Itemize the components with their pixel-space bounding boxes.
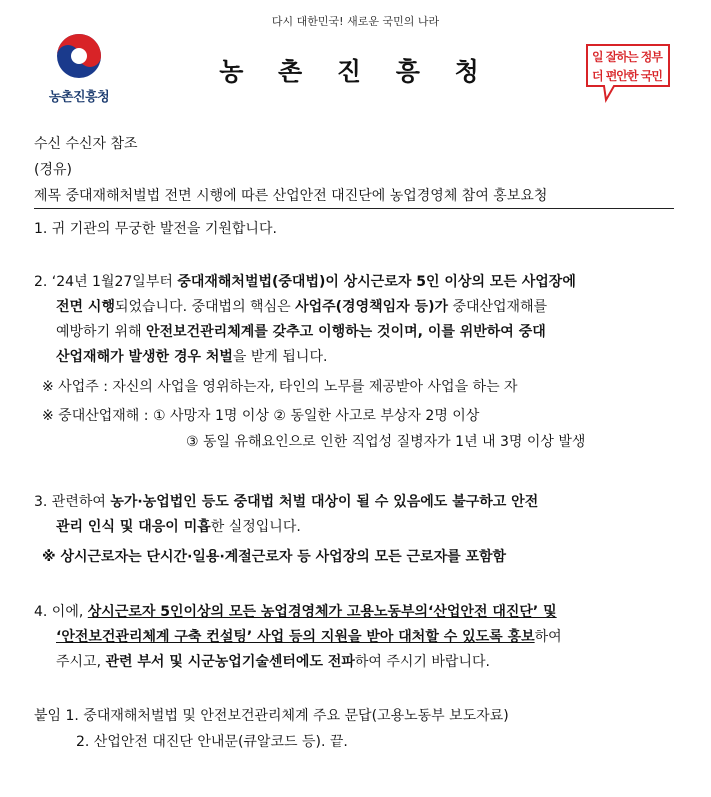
paragraph-2-line-2 — [56, 296, 547, 316]
bold-underlined-span: ‘안전보건관리체계 구축 컨설팅’ 사업 등의 지원을 받아 대처할 수 있도록 홍보 — [56, 629, 535, 645]
bold-span: 전면 시행 — [56, 299, 115, 315]
bold-underlined-span: 상시근로자 5인이상의 모든 농업경영체가 고용노동부의‘산업안전 대진단’ 및 — [87, 604, 557, 620]
paragraph-2-line-3 — [56, 321, 546, 341]
agency-title: 농 촌 진 흥 청 — [219, 57, 492, 86]
text-span: 3. 관련하여 — [34, 494, 111, 510]
attachment-2: 2. 산업안전 대진단 안내문(큐알코드 등). 끝. — [76, 734, 348, 750]
text-span: 을 받게 됩니다. — [232, 349, 328, 365]
text-span: 주시고, — [56, 654, 106, 670]
badge-line-2: 더 편안한 국민 — [592, 69, 662, 83]
attachment-1: 붙임 1. 중대재해처벌법 및 안전보건관리체계 주요 문답(고용노동부 보도자료) — [34, 708, 509, 724]
text-span: 4. 이에, — [34, 604, 88, 620]
paragraph-3-line-2 — [56, 516, 301, 536]
logo-text: 농촌진흥청 — [48, 90, 110, 105]
paragraph-4-line-2 — [56, 626, 562, 646]
bold-span: 관련 부서 및 시군농업기술센터에도 전파 — [105, 654, 355, 670]
text-span: 2. ‘24년 1월27일부터 — [34, 274, 178, 290]
text-span: 예방하기 위해 — [56, 324, 147, 340]
slogan: 다시 대한민국! 새로운 국민의 나라 — [271, 15, 440, 28]
badge-line-1: 일 잘하는 정부 — [592, 50, 662, 64]
paragraph-3-line-1 — [34, 491, 538, 511]
text-span: 중대산업재해를 — [448, 299, 548, 315]
text-span: 하여 주시기 바랍니다. — [354, 654, 490, 670]
paragraph-4-line-3 — [56, 651, 490, 671]
note-serious-accident: ※ 중대산업재해 : ① 사망자 1명 이상 ② 동일한 사고로 부상자 2명 이상 — [42, 408, 480, 424]
bold-span: 산업재해가 발생한 경우 처벌 — [56, 349, 233, 365]
paragraph-1: 1. 귀 기관의 무궁한 발전을 기원합니다. — [34, 221, 277, 237]
text-span: 한 실정입니다. — [210, 519, 301, 535]
note-employer: ※ 사업주 : 자신의 사업을 영위하는자, 타인의 노무를 제공받아 사업을 하는 자 — [42, 379, 518, 395]
paragraph-2-line-4 — [56, 346, 327, 366]
paragraph-2-line-1 — [34, 271, 576, 291]
subject-line: 제목 중대재해처벌법 전면 시행에 따른 산업안전 대진단에 농업경영체 참여 홍보요청 — [34, 185, 674, 209]
bold-span: 안전보건관리체계를 갖추고 이행하는 것이며, 이를 위반하여 중대 — [146, 324, 546, 340]
text-span: 되었습니다. 중대법의 핵심은 — [114, 299, 296, 315]
bold-span: 관리 인식 및 대응이 미흡 — [56, 519, 211, 535]
recipient-line: 수신 수신자 참조 — [34, 136, 138, 152]
text-span: 하여 — [534, 629, 562, 645]
via-line: (경유) — [34, 162, 72, 178]
paragraph-4-line-1 — [34, 601, 557, 621]
government-slogan-badge — [584, 42, 672, 104]
bold-span: 농가·농업법인 등도 중대법 처벌 대상이 될 수 있음에도 불구하고 안전 — [110, 494, 539, 510]
note-regular-workers: ※ 상시근로자는 단시간·일용·계절근로자 등 사업장의 모든 근로자를 포함함 — [42, 549, 507, 565]
bold-span: 사업주(경영책임자 등)가 — [295, 299, 448, 315]
bold-span: 중대재해처벌법(중대법)이 상시근로자 5인 이상의 모든 사업장에 — [177, 274, 576, 290]
note-serious-accident-cont: ③ 동일 유해요인으로 인한 직업성 질병자가 1년 내 3명 이상 발생 — [186, 434, 586, 450]
